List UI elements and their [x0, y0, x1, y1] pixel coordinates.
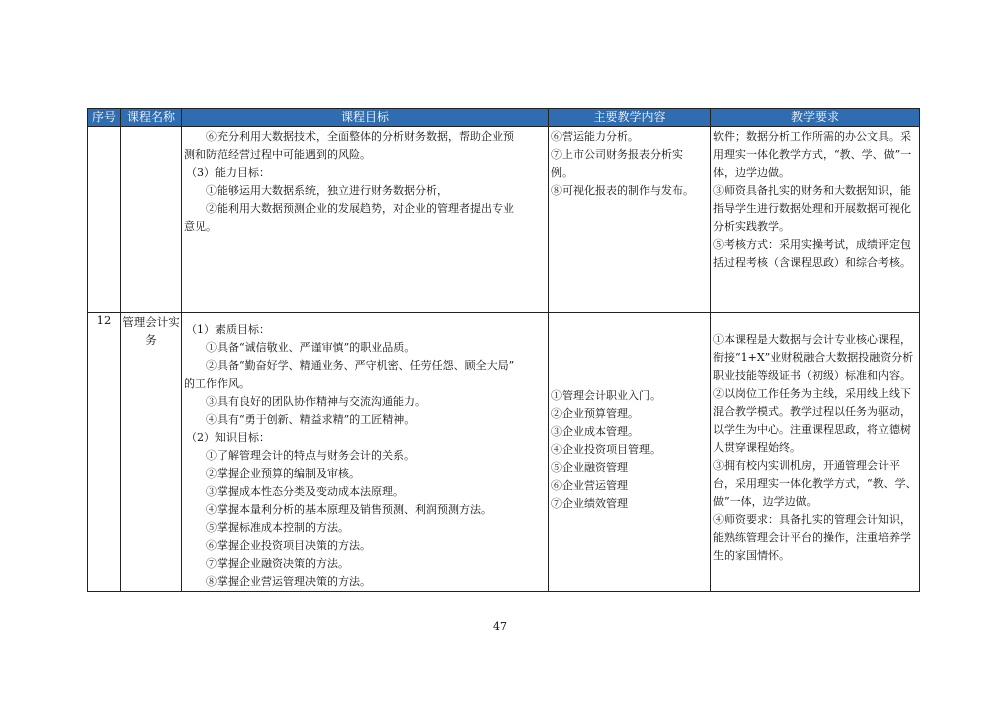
content-cell [549, 127, 711, 313]
requirement-item: ②以岗位工作任务为主线，采用线上线下混合教学模式。教学过程以任务为驱动，以学生为中心。注重课程思政，将立德树人贯穿课程始终。 [713, 387, 911, 454]
goals-cell [182, 313, 549, 592]
goal-line: ④掌握本量利分析的基本原理及销售预测、利润预测方法。 [206, 503, 492, 516]
content-line: ⑦企业绩效管理 [551, 497, 628, 510]
header-course-goals: 课程目标 [182, 109, 549, 127]
goal-line: ⑦掌握企业融资决策的方法。 [206, 557, 349, 570]
requirements-cell [711, 127, 920, 313]
table-row [88, 313, 920, 592]
goal-line: ②具备“勤奋好学、精通业务、严守机密、任劳任怨、顾全大局” [206, 359, 515, 372]
requirement-item: ③拥有校内实训机房，开通管理会计平台，采用理实一体化教学方式，“教、学、做”一体，边学边做。 [713, 459, 917, 508]
content-line: ⑧可视化报表的制作与发布。 [551, 184, 694, 197]
requirements-cell [711, 313, 920, 592]
header-course-name: 课程名称 [121, 109, 182, 127]
requirement-item: ④师资要求：具备扎实的管理会计知识，能熟练管理会计平台的操作，注重培养学生的家国情怀。 [713, 513, 911, 562]
goal-line: 意见。 [184, 220, 217, 233]
goal-line: ③掌握成本性态分类及变动成本法原理。 [206, 485, 404, 498]
content-line: ⑤企业融资管理 [551, 461, 628, 474]
goal-line: ⑥充分利用大数据技术，全面整体的分析财务数据，帮助企业预 [206, 130, 514, 143]
goal-line: 的工作作风。 [184, 377, 250, 390]
goal-line: ⑤掌握标准成本控制的方法。 [206, 521, 349, 534]
goal-line: ⑧掌握企业营运管理决策的方法。 [206, 575, 371, 588]
content-cell [549, 313, 711, 592]
goal-heading: （1）素质目标： [186, 323, 270, 336]
requirement-item: ⑤考核方式：采用实操考试，成绩评定包括过程考核（含课程思政）和综合考核。 [713, 238, 911, 269]
content-line: ⑦上市公司财务报表分析实 [551, 148, 683, 161]
goal-line: ⑥掌握企业投资项目决策的方法。 [206, 539, 371, 552]
requirement-item: ③师资具备扎实的财务和大数据知识，能指导学生进行数据处理和开展数据可视化分析实践教学。 [713, 184, 911, 233]
course-table [87, 108, 920, 592]
table-header-row [88, 109, 920, 127]
content-line: ⑥营运能力分析。 [551, 130, 639, 143]
goal-line: ④具有“勇于创新、精益求精”的工匠精神。 [206, 413, 416, 426]
row-course-name [121, 127, 182, 313]
content-line: ⑥企业营运管理 [551, 479, 628, 492]
goal-heading: （2）知识目标： [186, 431, 270, 444]
content-line: ③企业成本管理。 [551, 425, 639, 438]
row-seq: 12 [88, 313, 121, 592]
goals-cell [182, 127, 549, 313]
header-main-content: 主要教学内容 [549, 109, 711, 127]
goal-line: ③具有良好的团队协作精神与交流沟通能力。 [206, 395, 426, 408]
header-seq: 序号 [88, 109, 121, 127]
content-line: ②企业预算管理。 [551, 407, 639, 420]
goal-line: ①能够运用大数据系统，独立进行财务数据分析， [206, 184, 448, 197]
page-number: 47 [493, 620, 507, 633]
header-teaching-requirements: 教学要求 [711, 109, 920, 127]
goal-line: ①具备“诚信敬业、严谨审慎”的职业品质。 [206, 341, 416, 354]
goal-line: ②能利用大数据预测企业的发展趋势，对企业的管理者提出专业 [206, 202, 514, 215]
content-line: 例。 [551, 166, 573, 179]
requirement-item: ①本课程是大数据与会计专业核心课程，衔接“1+X”业财税融合大数据投融资分析职业技能等级证书（初级）标准和内容。 [713, 333, 914, 382]
goal-line: 测和防范经营过程中可能遇到的风险。 [184, 148, 371, 161]
goal-line: ②掌握企业预算的编制及审核。 [206, 467, 360, 480]
row-seq [88, 127, 121, 313]
goal-heading: （3）能力目标： [186, 166, 270, 179]
content-line: ④企业投资项目管理。 [551, 443, 661, 456]
content-line: ①管理会计职业入门。 [551, 389, 661, 402]
goal-line: ①了解管理会计的特点与财务会计的关系。 [206, 449, 415, 462]
table-row [88, 127, 920, 313]
row-course-name: 管理会计实务 [121, 313, 182, 592]
requirement-item: 软件；数据分析工作所需的办公文具。采用理实一体化教学方式，“教、学、做”一体，边学边做。 [713, 130, 912, 179]
